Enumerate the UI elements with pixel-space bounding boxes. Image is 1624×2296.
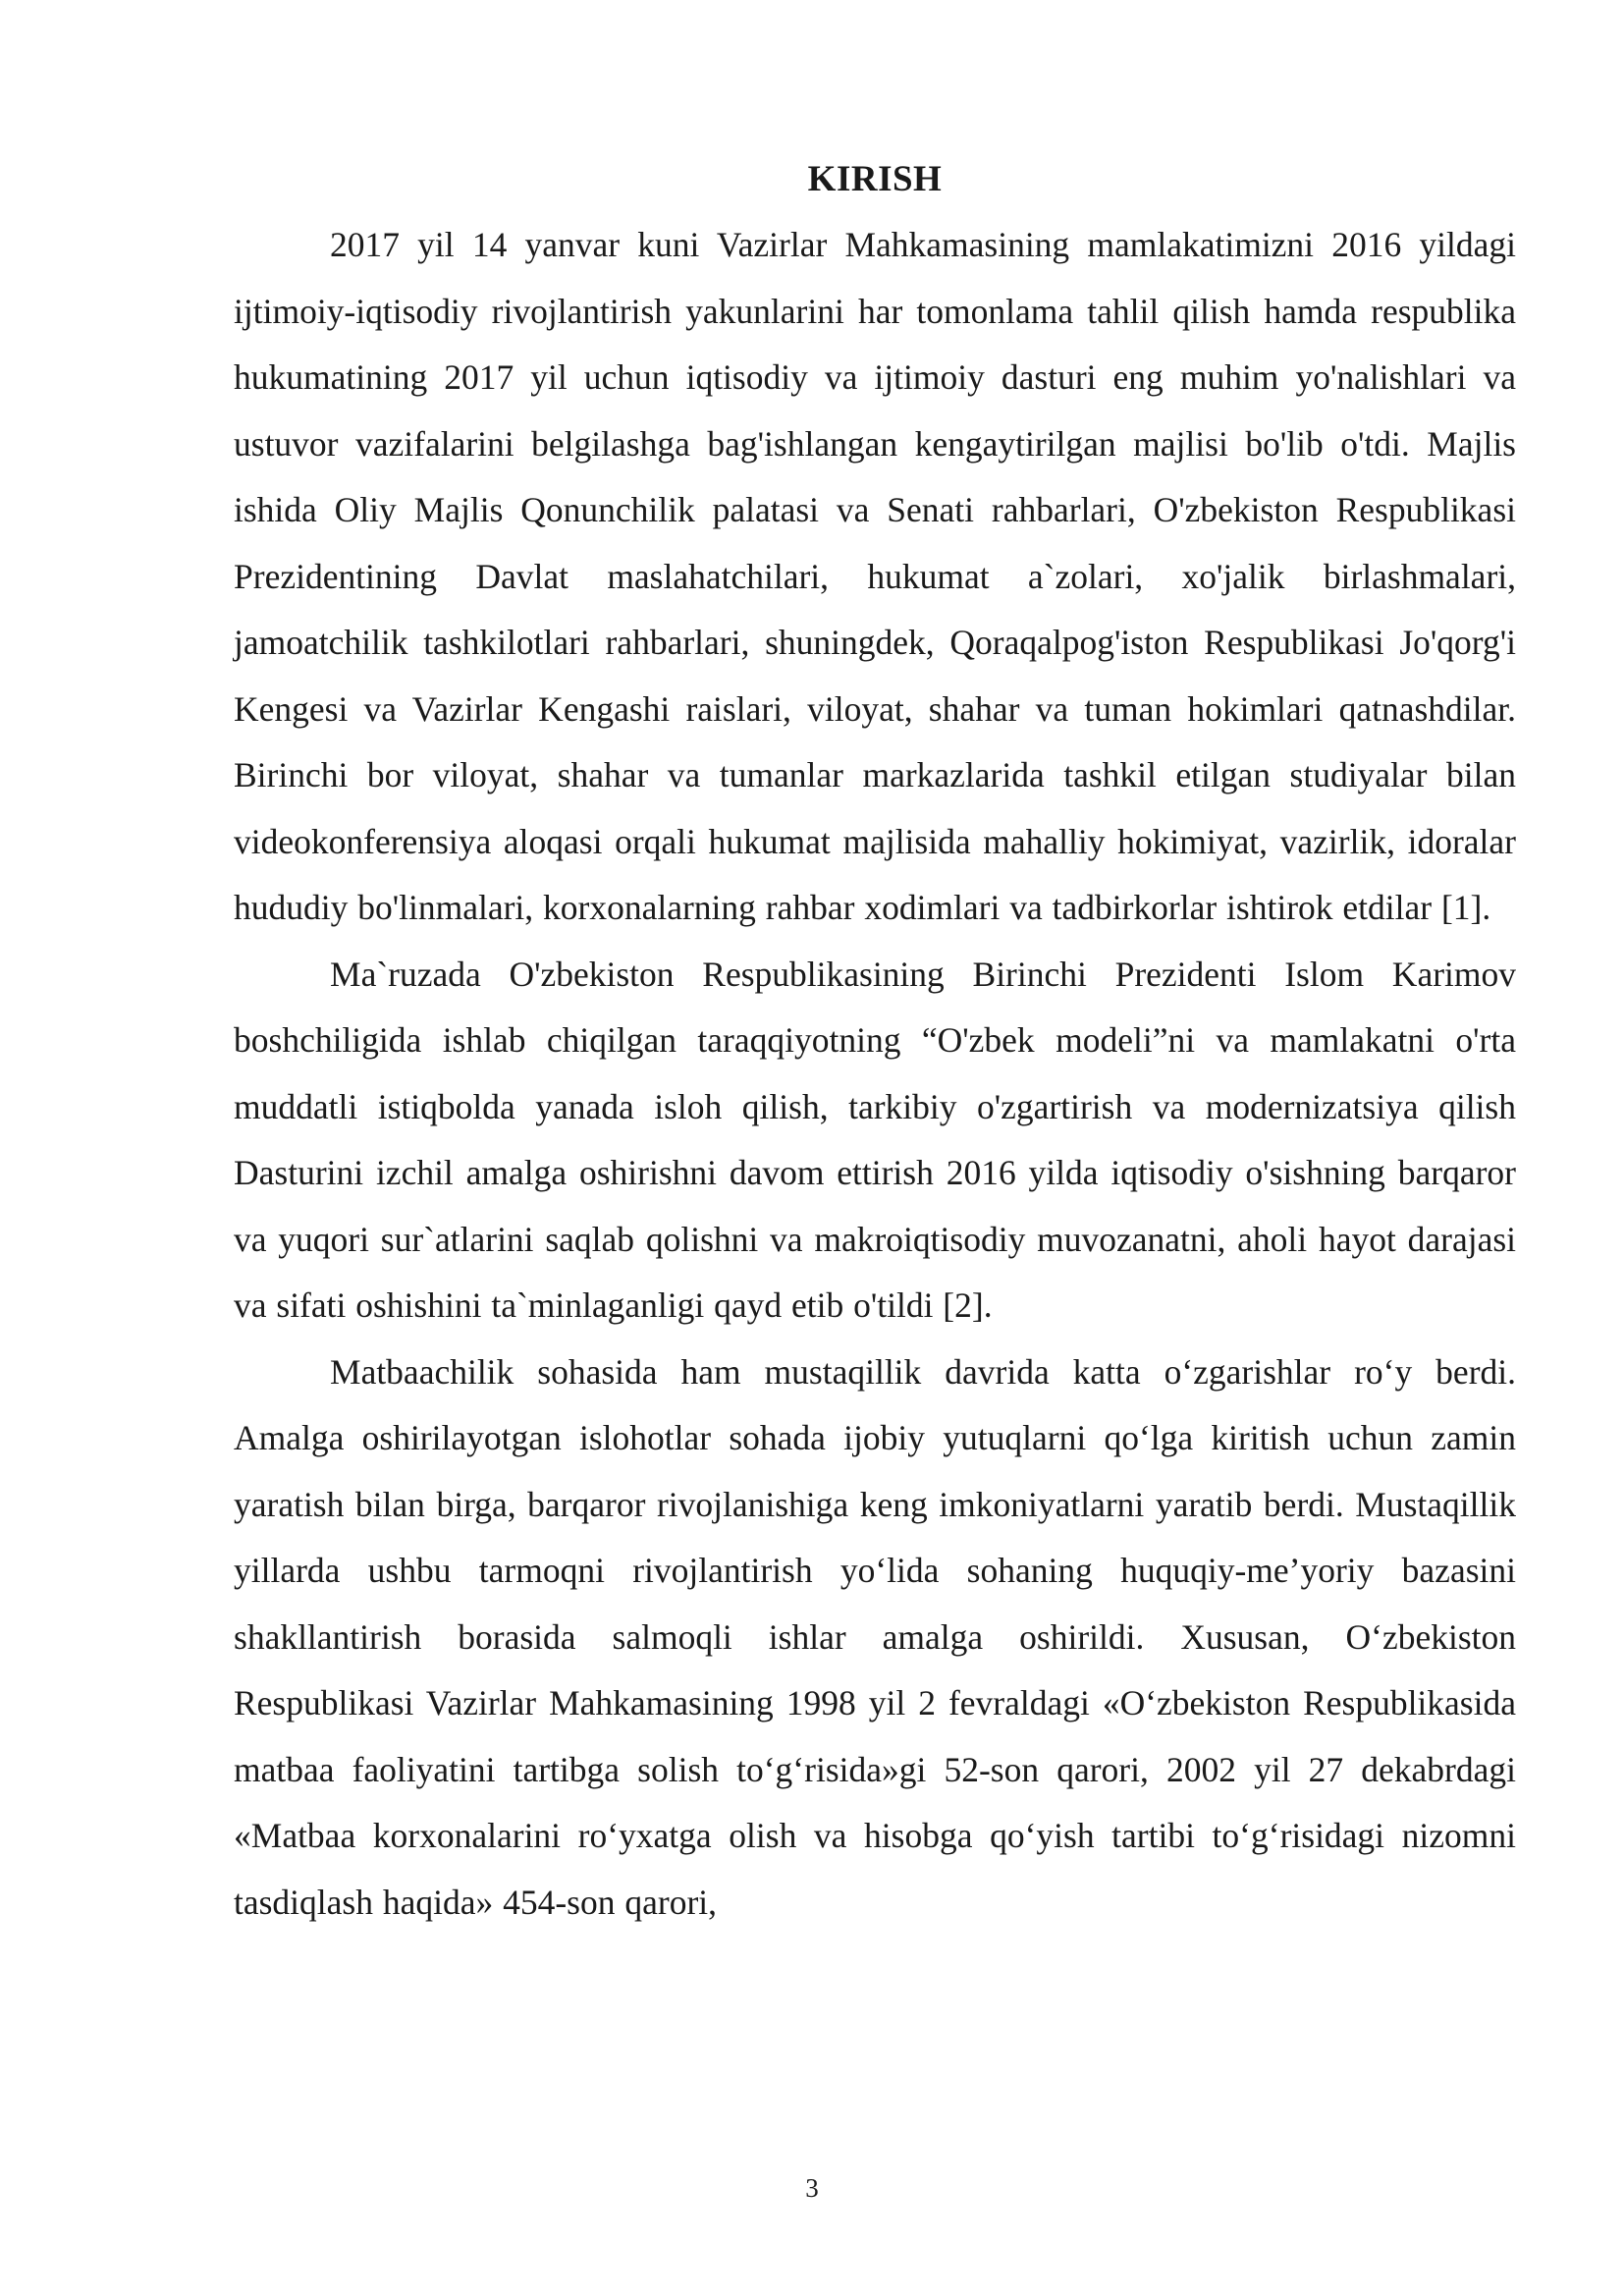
section-title: KIRISH bbox=[807, 159, 943, 199]
paragraph-3: Matbaachilik sohasida ham mustaqillik davrida katta o‘zgarishlar ro‘y berdi. Amalga oshirilayotgan islohotlar sohada ijobiy yutuqlarni qo‘lga kiritish uchun zamin yaratish bilan birga, barqaror rivojlanishiga keng imkoniyatlarni yaratib berdi. Mustaqillik yillarda ushbu tarmoqni rivojlantirish yo‘lida sohaning huquqiy-me’yoriy bazasini shakllantirish borasida salmoqli ishlar amalga oshirildi. Xususan, O‘zbekiston Respublikasi Vazirlar Mahkamasining 1998 yil 2 fevraldagi «O‘zbekiston Respublikasida matbaa faoliyatini tartibga solish to‘g‘risida»gi 52-son qarori, 2002 yil 27 dekabrdagi «Matbaa korxonalarini ro‘yxatga olish va hisobga qo‘yish tartibi to‘g‘risidagi nizomni tasdiqlash haqida» 454-son qarori, bbox=[234, 1351, 1516, 1922]
paragraph-2: Ma`ruzada O'zbekiston Respublikasining Birinchi Prezidenti Islom Karimov boshchiligida ishlab chiqilgan taraqqiyotning “O'zbek modeli”ni va mamlakatni o'rta muddatli istiqbolda yanada isloh qilish, tarkibiy o'zgartirish va modernizatsiya qilish Dasturini izchil amalga oshirishni davom ettirish 2016 yilda iqtisodiy o'sishning barqaror va yuqori sur`atlarini saqlab qolishni va makroiqtisodiy muvozanatni, aholi hayot darajasi va sifati oshishini ta`minlaganligi qayd etib o'tildi [2]. bbox=[234, 954, 1516, 1325]
paragraph-1: 2017 yil 14 yanvar kuni Vazirlar Mahkamasining mamlakatimizni 2016 yildagi ijtimoiy-iqtisodiy rivojlantirish yakunlarini har tomonlama tahlil qilish hamda respublika hukumatining 2017 yil uchun iqtisodiy va ijtimoiy dasturi eng muhim yo'nalishlari va ustuvor vazifalarini belgilashga bag'ishlangan kengaytirilgan majlisi bo'lib o'tdi. Majlis ishida Oliy Majlis Qonunchilik palatasi va Senati rahbarlari, O'zbekiston Respublikasi Prezidentining Davlat maslahatchilari, hukumat a`zolari, xo'jalik birlashmalari, jamoatchilik tashkilotlari rahbarlari, shuningdek, Qoraqalpog'iston Respublikasi Jo'qorg'i Kengesi va Vazirlar Kengashi raislari, viloyat, shahar va tuman hokimlari qatnashdilar. Birinchi bor viloyat, shahar va tumanlar markazlarida tashkil etilgan studiyalar bilan videokonferensiya aloqasi orqali hukumat majlisida mahalliy hokimiyat, vazirlik, idoralar hududiy bo'linmalari, korxonalarning rahbar xodimlari va tadbirkorlar ishtirok etdilar [1]. bbox=[234, 225, 1516, 927]
page-number: 3 bbox=[805, 2173, 819, 2203]
page-content bbox=[234, 147, 1516, 1936]
